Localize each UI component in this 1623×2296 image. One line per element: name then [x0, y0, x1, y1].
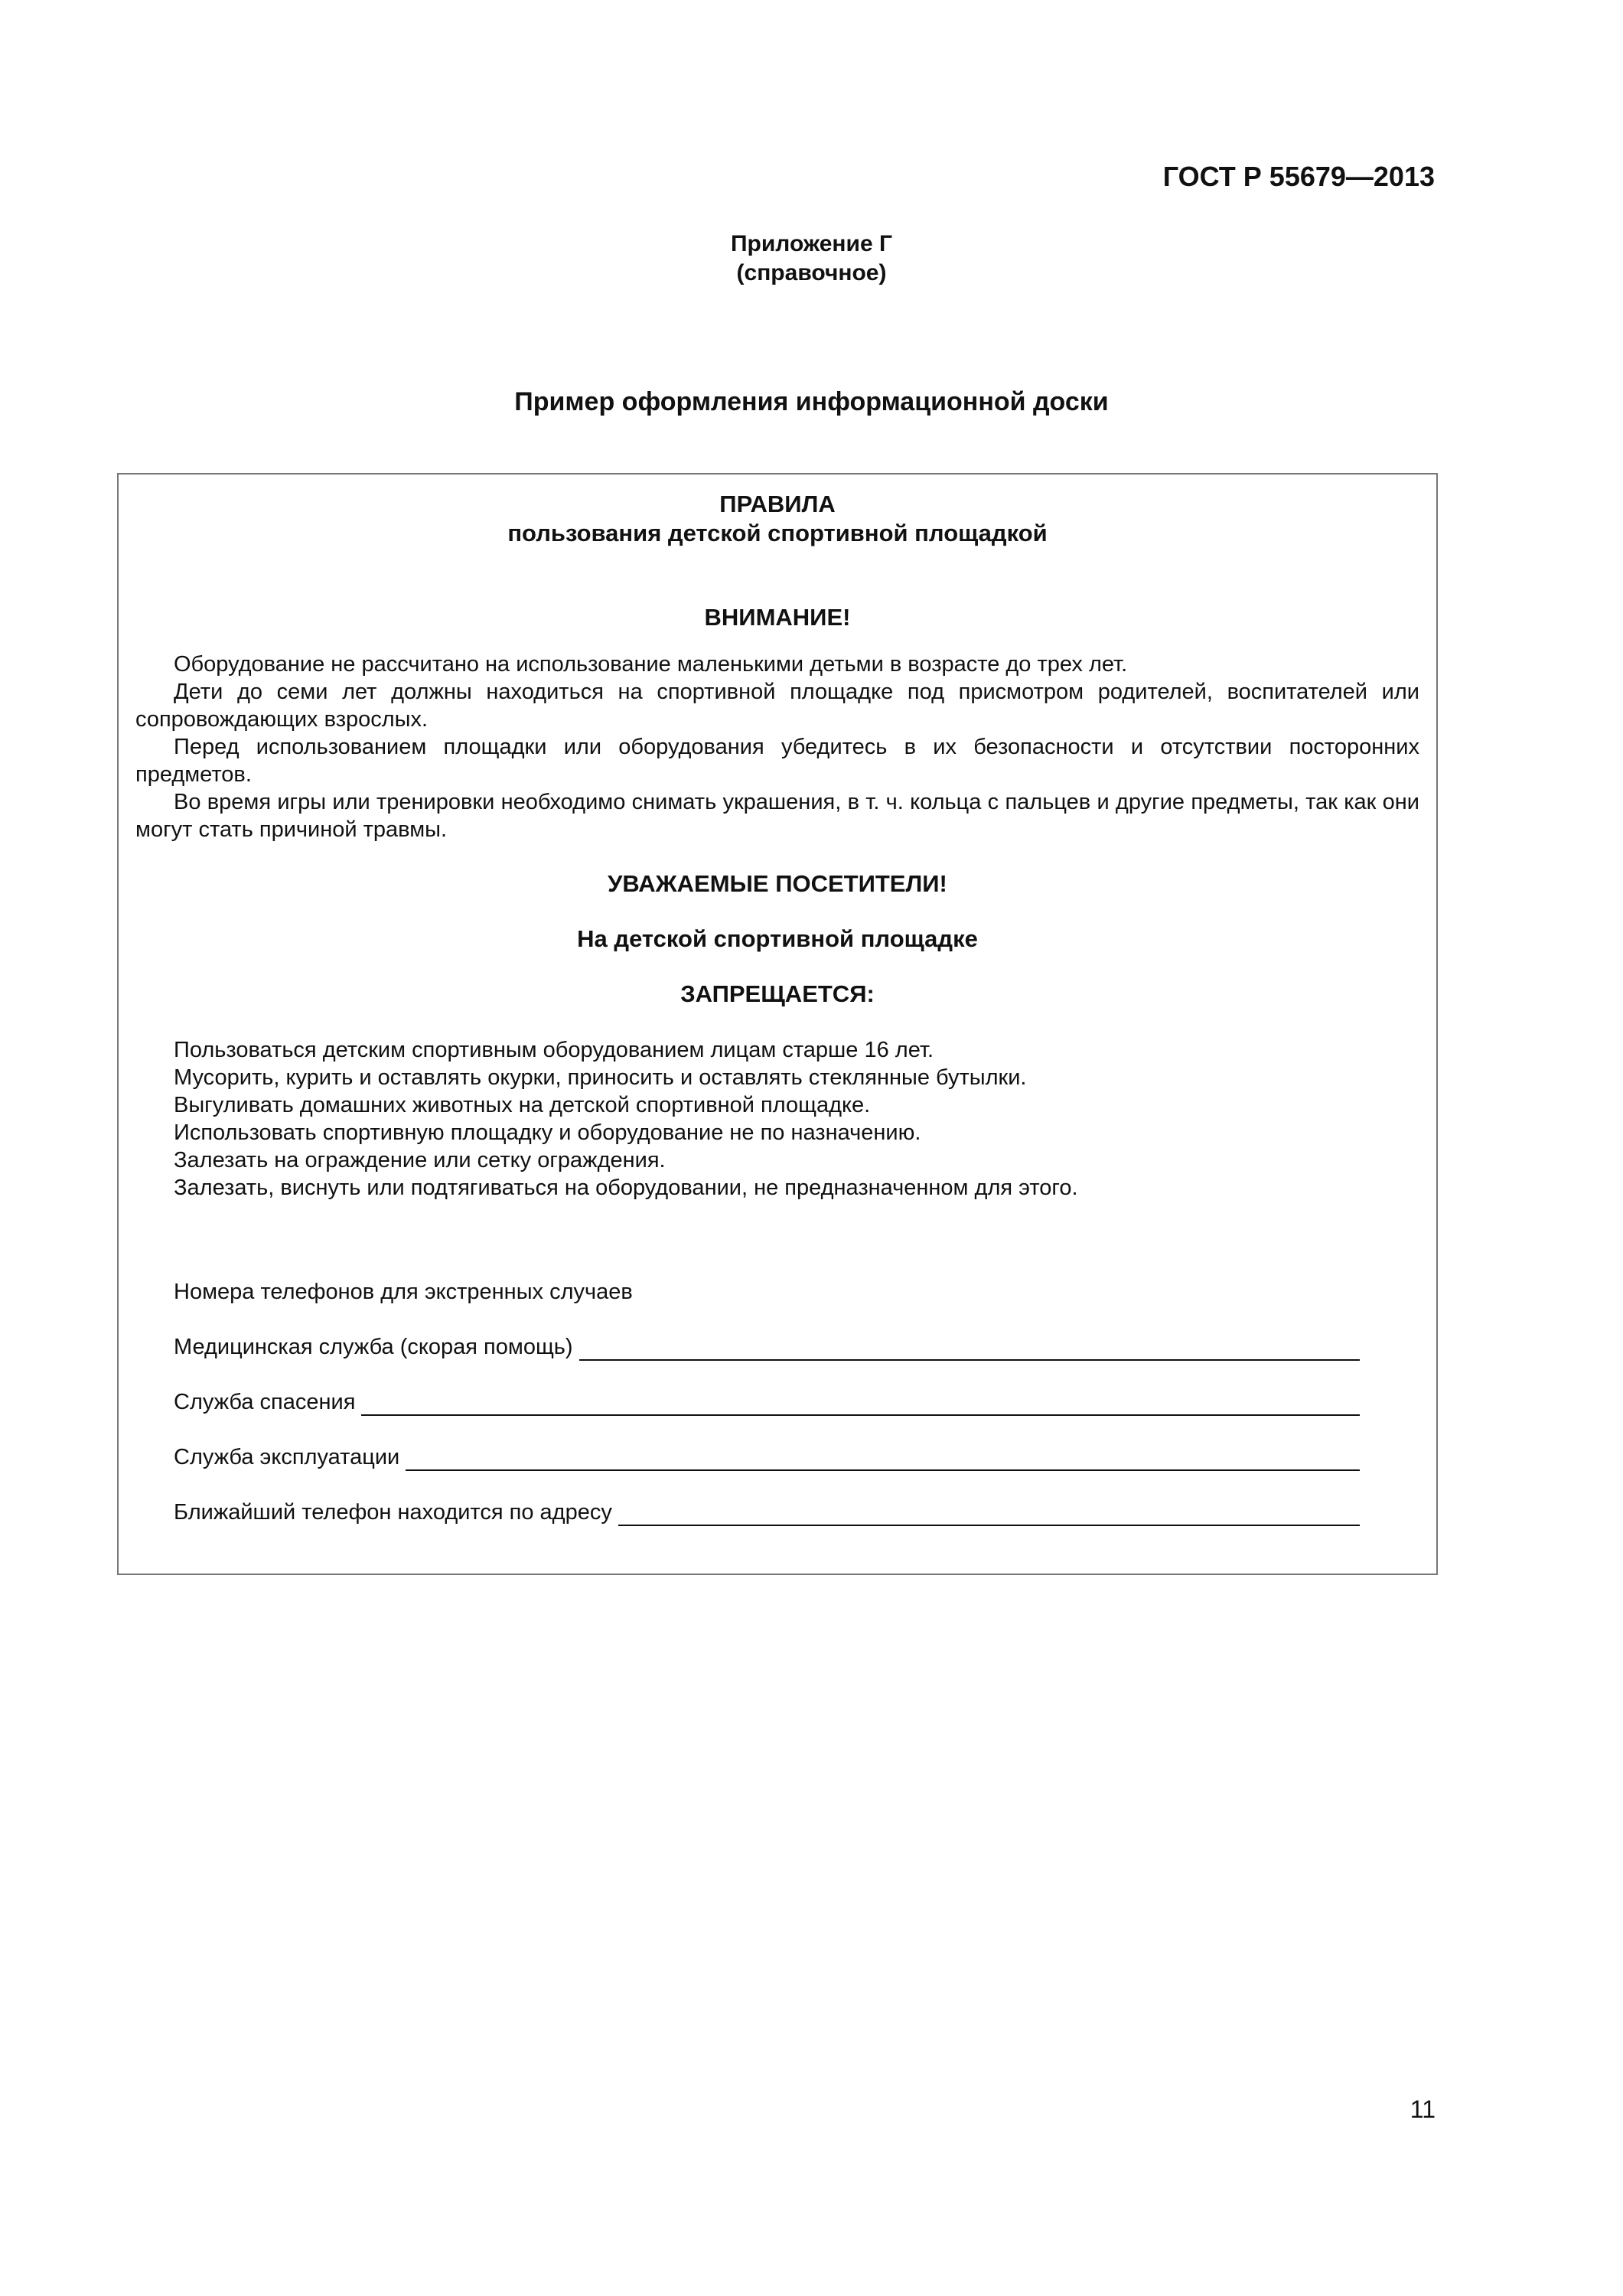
- phone-fill-line: [579, 1338, 1360, 1361]
- attention-paragraph: Дети до семи лет должны находиться на спортивной площадке под присмотром родителей, воспитателей или сопровождающих взрослых.: [135, 680, 1419, 732]
- document-title: Пример оформления информационной доски: [514, 387, 1109, 416]
- phone-label: Служба эксплуатации: [174, 1445, 400, 1469]
- phone-fill-line: [361, 1393, 1360, 1416]
- attention-paragraph: Перед использованием площадки или оборудования убедитесь в их безопасности и отсутствии посторонних предметов.: [135, 735, 1419, 787]
- forbidden-heading: ЗАПРЕЩАЕТСЯ:: [680, 980, 875, 1007]
- appendix-type: (справочное): [736, 260, 887, 285]
- phone-fill-line: [406, 1448, 1360, 1471]
- attention-paragraph: Во время игры или тренировки необходимо снимать украшения, в т. ч. кольца с пальцев и другие предметы, так как они могут стать причиной травмы.: [135, 790, 1419, 842]
- forbidden-item: Залезать на ограждение или сетку ограждения.: [174, 1148, 666, 1172]
- forbidden-item: Залезать, виснуть или подтягиваться на оборудовании, не предназначенном для этого.: [174, 1176, 1078, 1200]
- phone-label: Медицинская служба (скорая помощь): [174, 1335, 573, 1359]
- visitors-heading: УВАЖАЕМЫЕ ПОСЕТИТЕЛИ!: [608, 870, 947, 897]
- attention-paragraphs: [135, 651, 1419, 843]
- page-number: 11: [1410, 2095, 1436, 2123]
- information-board: [117, 473, 1438, 1575]
- forbidden-item: Пользоваться детским спортивным оборудованием лицам старше 16 лет.: [174, 1038, 934, 1062]
- standard-id: ГОСТ Р 55679—2013: [1162, 161, 1435, 192]
- phone-row-nearest: [135, 1499, 1360, 1526]
- phone-row-medical: [135, 1333, 1360, 1361]
- forbidden-item: Мусорить, курить и оставлять окурки, приносить и оставлять стеклянные бутылки.: [174, 1065, 1027, 1090]
- place-heading: На детской спортивной площадке: [577, 925, 978, 952]
- forbidden-item: Использовать спортивную площадку и оборудование не по назначению.: [174, 1120, 921, 1145]
- phone-label: Ближайший телефон находится по адресу: [174, 1500, 612, 1525]
- attention-heading: ВНИМАНИЕ!: [704, 604, 851, 631]
- emergency-phones: [135, 1278, 1419, 1526]
- appendix-label: Приложение Г: [730, 231, 893, 256]
- phone-row-rescue: [135, 1388, 1360, 1416]
- rules-title: ПРАВИЛА: [719, 491, 836, 517]
- phone-row-maintenance: [135, 1443, 1360, 1471]
- phones-title: Номера телефонов для экстренных случаев: [174, 1280, 633, 1304]
- forbidden-list: [135, 1036, 1419, 1202]
- appendix-heading: [0, 230, 1623, 288]
- rules-subtitle: пользования детской спортивной площадкой: [507, 520, 1048, 546]
- attention-paragraph: Оборудование не рассчитано на использование маленькими детьми в возрасте до трех лет.: [174, 652, 1128, 677]
- phone-fill-line: [618, 1503, 1360, 1526]
- phone-label: Служба спасения: [174, 1390, 356, 1414]
- forbidden-item: Выгуливать домашних животных на детской спортивной площадке.: [174, 1093, 871, 1117]
